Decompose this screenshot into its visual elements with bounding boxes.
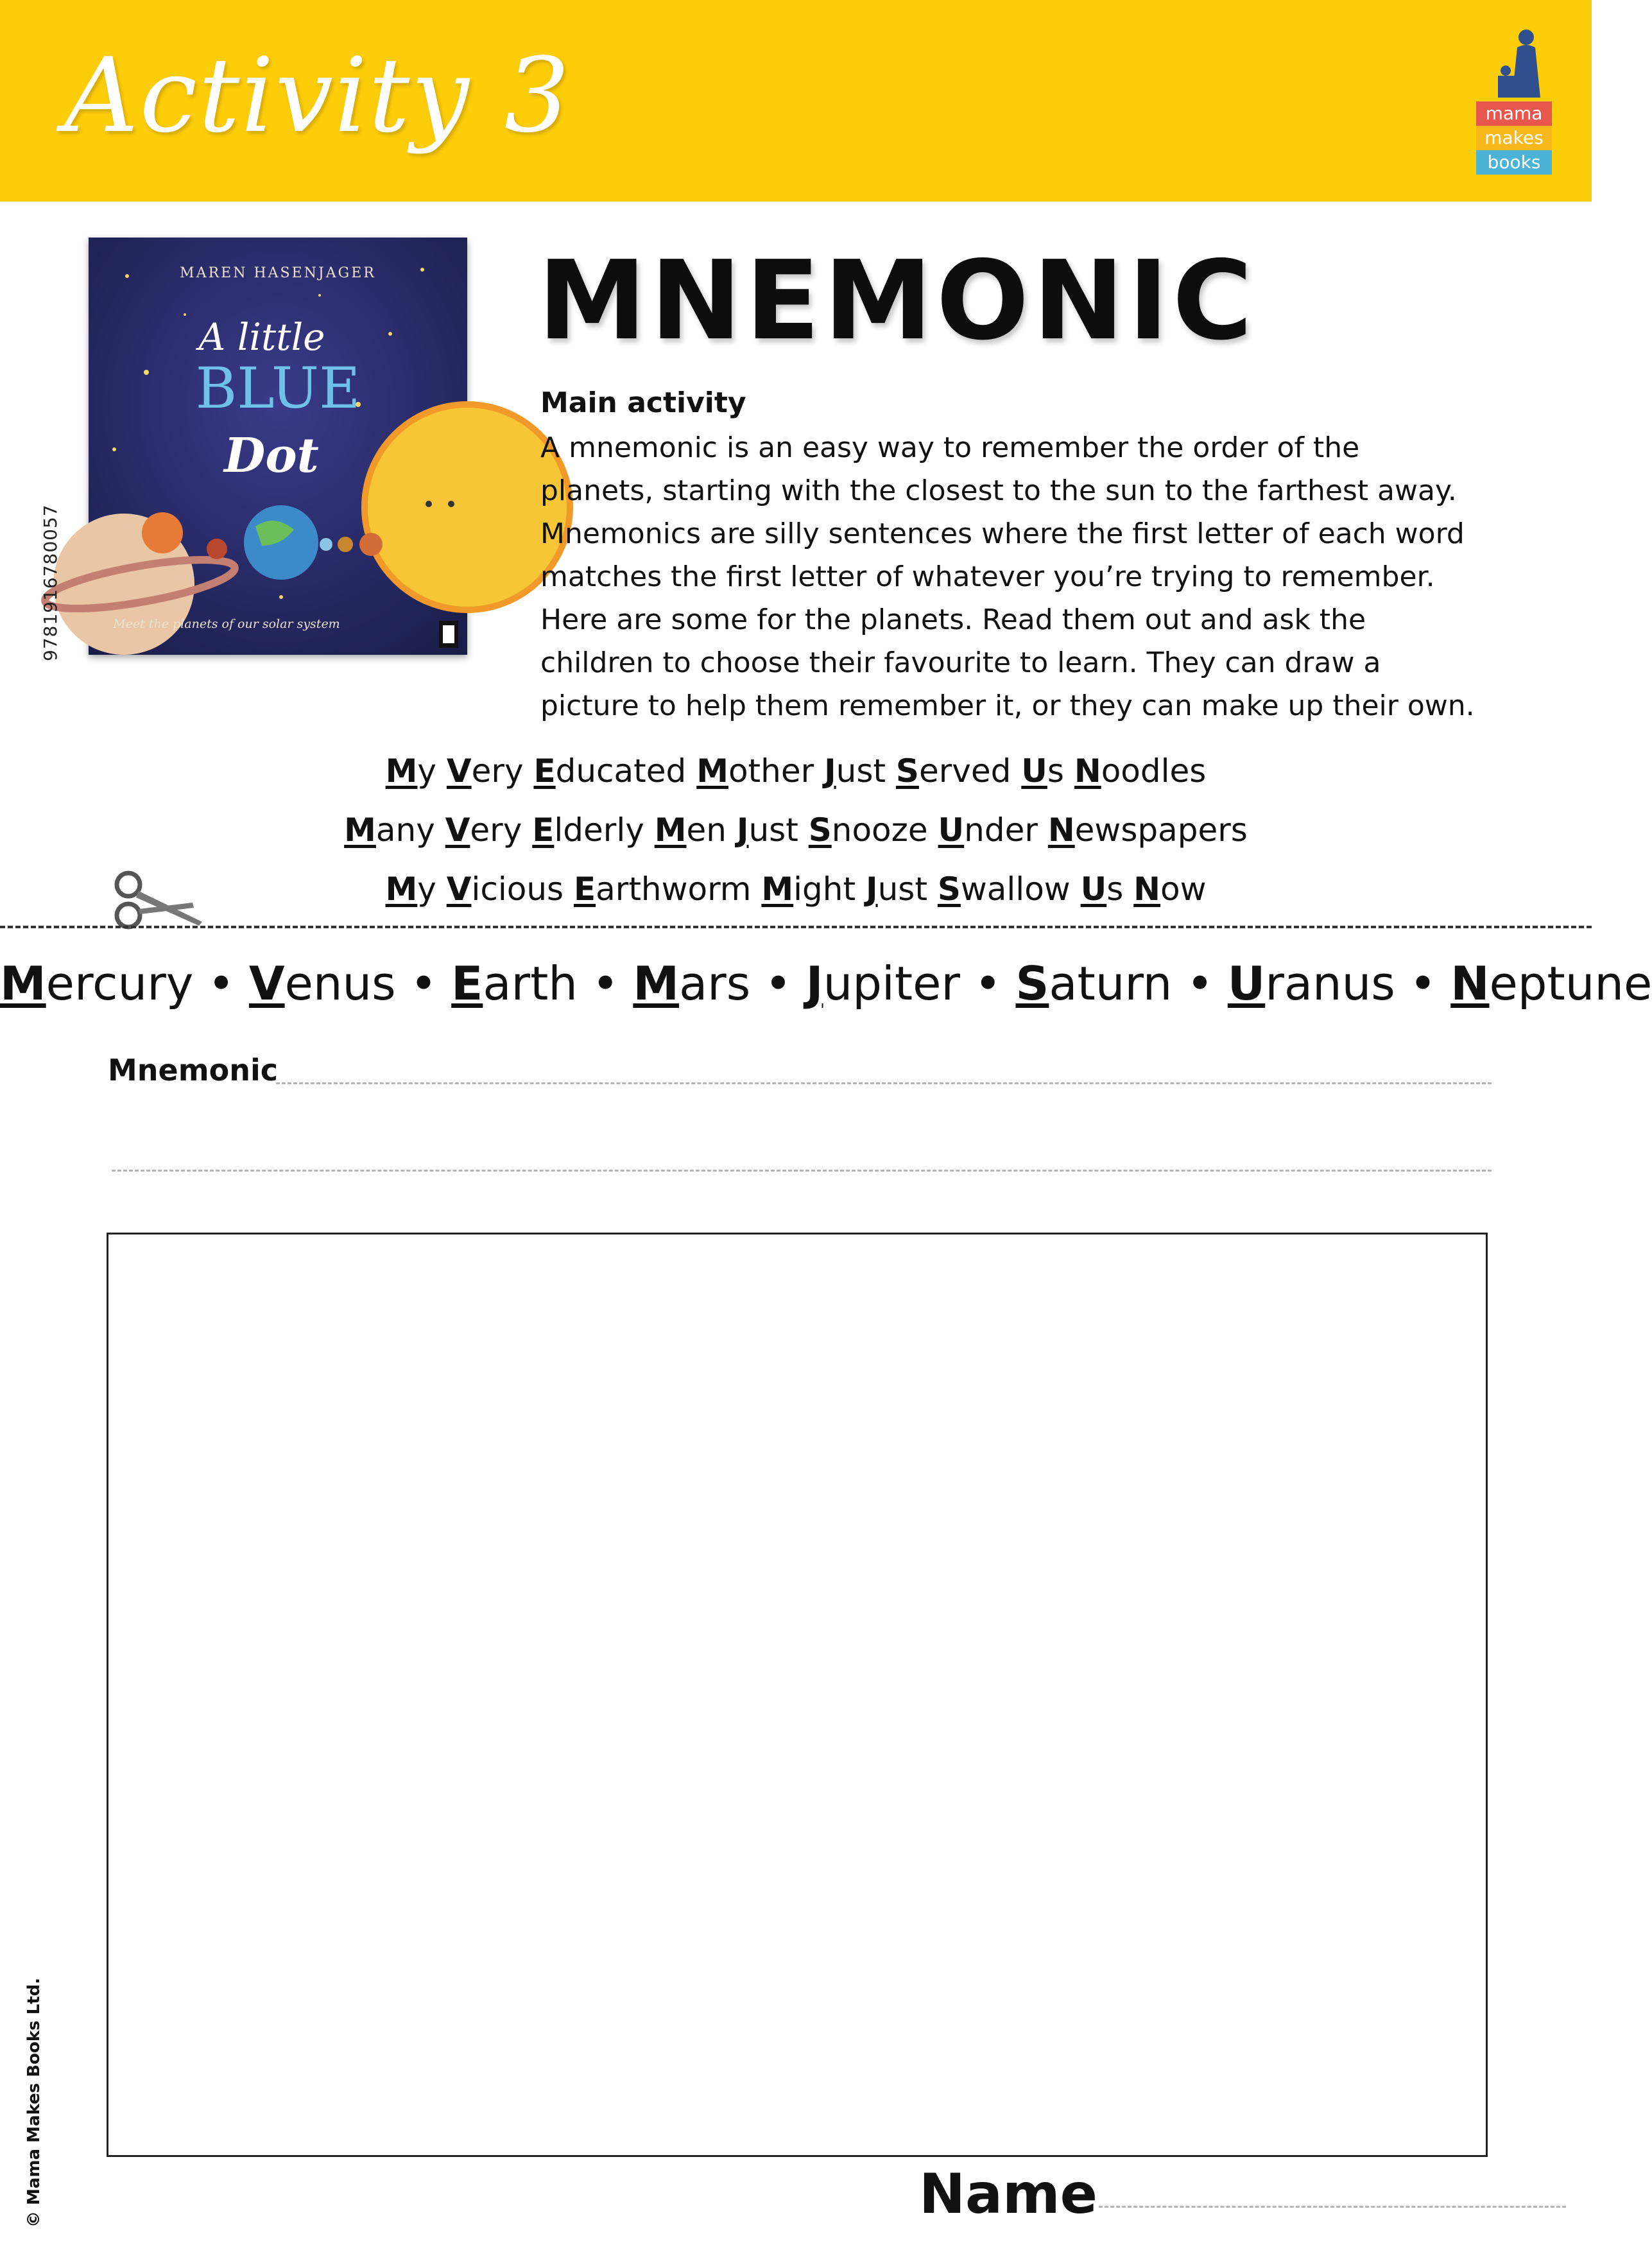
initial-letter: N	[1047, 811, 1075, 849]
activity-description	[540, 426, 1503, 727]
word-rest: s	[1047, 752, 1064, 790]
initial-letter: S	[895, 752, 919, 790]
cover-title-line2: BLUE	[195, 355, 361, 421]
mnemonic-word	[385, 870, 436, 908]
mnemonic-word	[655, 811, 727, 849]
mnemonic-word	[896, 752, 1011, 790]
mnemonic-word	[574, 870, 752, 908]
book-cover	[89, 238, 467, 655]
planet-name	[1450, 957, 1652, 1010]
bullet-separator: •	[974, 957, 1002, 1010]
name-write-line[interactable]	[1099, 2206, 1566, 2208]
initial-letter: N	[1074, 752, 1101, 790]
mnemonic-word	[532, 811, 644, 849]
mnemonic-word	[1081, 870, 1124, 908]
description-line: matches the first letter of whatever you’re trying to remember.	[540, 560, 1435, 593]
initial-letter: J	[866, 870, 878, 908]
copyright-notice: © Mama Makes Books Ltd.	[24, 1977, 44, 2228]
name-field-label: Name	[919, 2162, 1097, 2226]
header-band	[0, 0, 1592, 202]
word-rest: aturn	[1049, 957, 1173, 1010]
initial-letter: J	[824, 752, 836, 790]
mnemonic-word	[1021, 752, 1064, 790]
description-line: children to choose their favourite to learn. They can draw a	[540, 646, 1381, 679]
mnemonic-word	[1074, 752, 1206, 790]
mnemonic-word	[737, 811, 798, 849]
cut-line	[0, 926, 1592, 928]
word-rest: ust	[877, 870, 927, 908]
word-rest: ewspapers	[1074, 811, 1248, 849]
word-rest: enus	[284, 957, 396, 1010]
planet-name	[1228, 957, 1395, 1010]
initial-letter: N	[1450, 957, 1490, 1010]
initial-letter: S	[1015, 957, 1049, 1010]
initial-letter: U	[1021, 752, 1047, 790]
cover-title-line1: A little	[198, 315, 325, 359]
cover-title-line3: Dot	[224, 428, 319, 483]
initial-letter: V	[446, 752, 472, 790]
cover-earth	[244, 505, 318, 580]
word-rest: upiter	[823, 957, 961, 1010]
cover-tagline: Meet the planets of our solar system	[113, 617, 340, 631]
drawing-area[interactable]	[107, 1233, 1488, 2157]
cover-author: MAREN HASENJAGER	[180, 265, 376, 281]
bullet-separator: •	[409, 957, 438, 1010]
scissors-icon	[103, 865, 205, 930]
initial-letter: M	[0, 957, 46, 1010]
initial-letter: S	[937, 870, 961, 908]
word-rest: y	[417, 752, 437, 790]
bullet-separator: •	[591, 957, 619, 1010]
activity-title: Activity 3	[64, 35, 571, 155]
word-rest: ust	[836, 752, 886, 790]
initial-letter: V	[445, 811, 470, 849]
word-rest: ranus	[1265, 957, 1395, 1010]
initial-letter: E	[451, 957, 483, 1010]
mnemonic-write-line-1[interactable]	[276, 1082, 1492, 1084]
mnemonic-word	[809, 811, 928, 849]
word-rest: arth	[483, 957, 578, 1010]
word-rest: ight	[793, 870, 856, 908]
mnemonic-word	[761, 870, 856, 908]
mnemonic-word	[344, 811, 435, 849]
planet-name	[633, 957, 750, 1010]
planet-name	[451, 957, 578, 1010]
initial-letter: M	[696, 752, 728, 790]
initial-letter: E	[573, 870, 596, 908]
main-activity-heading: Main activity	[540, 386, 746, 419]
initial-letter: J	[736, 811, 749, 849]
bullet-separator: •	[1409, 957, 1437, 1010]
word-rest: en	[686, 811, 727, 849]
mnemonic-word	[445, 811, 522, 849]
mnemonic-write-line-2[interactable]	[112, 1170, 1492, 1172]
initial-letter: V	[248, 957, 285, 1010]
planet-list	[0, 957, 1652, 1010]
word-rest: ust	[748, 811, 798, 849]
word-rest: icious	[471, 870, 564, 908]
word-rest: arthworm	[596, 870, 752, 908]
word-rest: eptune	[1489, 957, 1652, 1010]
initial-letter: M	[654, 811, 687, 849]
cover-sun	[365, 404, 570, 610]
description-line: A mnemonic is an easy way to remember the order of the	[540, 431, 1360, 464]
planet-name	[806, 957, 960, 1010]
initial-letter: M	[344, 811, 376, 849]
description-line: Here are some for the planets. Read them out and ask the	[540, 603, 1366, 636]
word-rest: y	[417, 870, 436, 908]
word-rest: lderly	[554, 811, 644, 849]
publisher-logo	[1470, 26, 1560, 173]
logo-word-mama: mama	[1476, 101, 1552, 126]
mnemonic-word	[447, 752, 524, 790]
bullet-separator: •	[1186, 957, 1214, 1010]
mnemonic-word	[696, 752, 814, 790]
mnemonic-word	[447, 870, 564, 908]
initial-letter: M	[633, 957, 680, 1010]
mnemonic-word	[1048, 811, 1248, 849]
word-rest: oodles	[1101, 752, 1207, 790]
mnemonic-word	[1133, 870, 1206, 908]
word-rest: erved	[918, 752, 1011, 790]
mama-figure-icon	[1489, 26, 1547, 100]
initial-letter: U	[938, 811, 965, 849]
logo-word-makes: makes	[1476, 126, 1552, 150]
word-rest: any	[375, 811, 435, 849]
planet-name	[249, 957, 396, 1010]
word-rest: ow	[1160, 870, 1207, 908]
word-rest: ducated	[555, 752, 687, 790]
mnemonic-word	[938, 870, 1071, 908]
mnemonic-sentence-2	[0, 811, 1592, 849]
initial-letter: M	[385, 752, 418, 790]
initial-letter: V	[446, 870, 472, 908]
initial-letter: J	[805, 957, 823, 1010]
planet-name	[0, 957, 193, 1010]
mnemonic-word	[386, 752, 436, 790]
mnemonic-word	[824, 752, 886, 790]
initial-letter: S	[808, 811, 832, 849]
isbn-number: 9781916780057	[40, 504, 61, 661]
planet-name	[1016, 957, 1173, 1010]
word-rest: ery	[470, 811, 522, 849]
word-rest: nder	[964, 811, 1038, 849]
word-rest: ery	[471, 752, 524, 790]
description-line: planets, starting with the closest to the sun to the farthest away.	[540, 474, 1457, 507]
initial-letter: M	[385, 870, 418, 908]
word-rest: ars	[679, 957, 751, 1010]
word-rest: ercury	[46, 957, 194, 1010]
mnemonic-word	[938, 811, 1038, 849]
description-line: Mnemonics are silly sentences where the first letter of each word	[540, 517, 1465, 550]
bullet-separator: •	[207, 957, 235, 1010]
mnemonic-sentence-1	[0, 752, 1592, 790]
mnemonic-field-label: Mnemonic	[108, 1053, 279, 1087]
word-rest: s	[1106, 870, 1124, 908]
mnemonic-word	[866, 870, 927, 908]
description-line: picture to help them remember it, or they can make up their own.	[540, 689, 1475, 722]
initial-letter: E	[533, 752, 556, 790]
word-rest: other	[728, 752, 814, 790]
initial-letter: N	[1133, 870, 1161, 908]
mnemonic-sentence-3	[0, 870, 1592, 908]
mnemonic-word	[533, 752, 686, 790]
word-rest: nooze	[831, 811, 928, 849]
page-title: MNEMONIC	[538, 238, 1257, 365]
word-rest: wallow	[960, 870, 1071, 908]
initial-letter: E	[532, 811, 555, 849]
initial-letter: M	[761, 870, 794, 908]
initial-letter: U	[1227, 957, 1266, 1010]
bullet-separator: •	[764, 957, 792, 1010]
logo-word-books: books	[1476, 150, 1552, 175]
initial-letter: U	[1080, 870, 1107, 908]
